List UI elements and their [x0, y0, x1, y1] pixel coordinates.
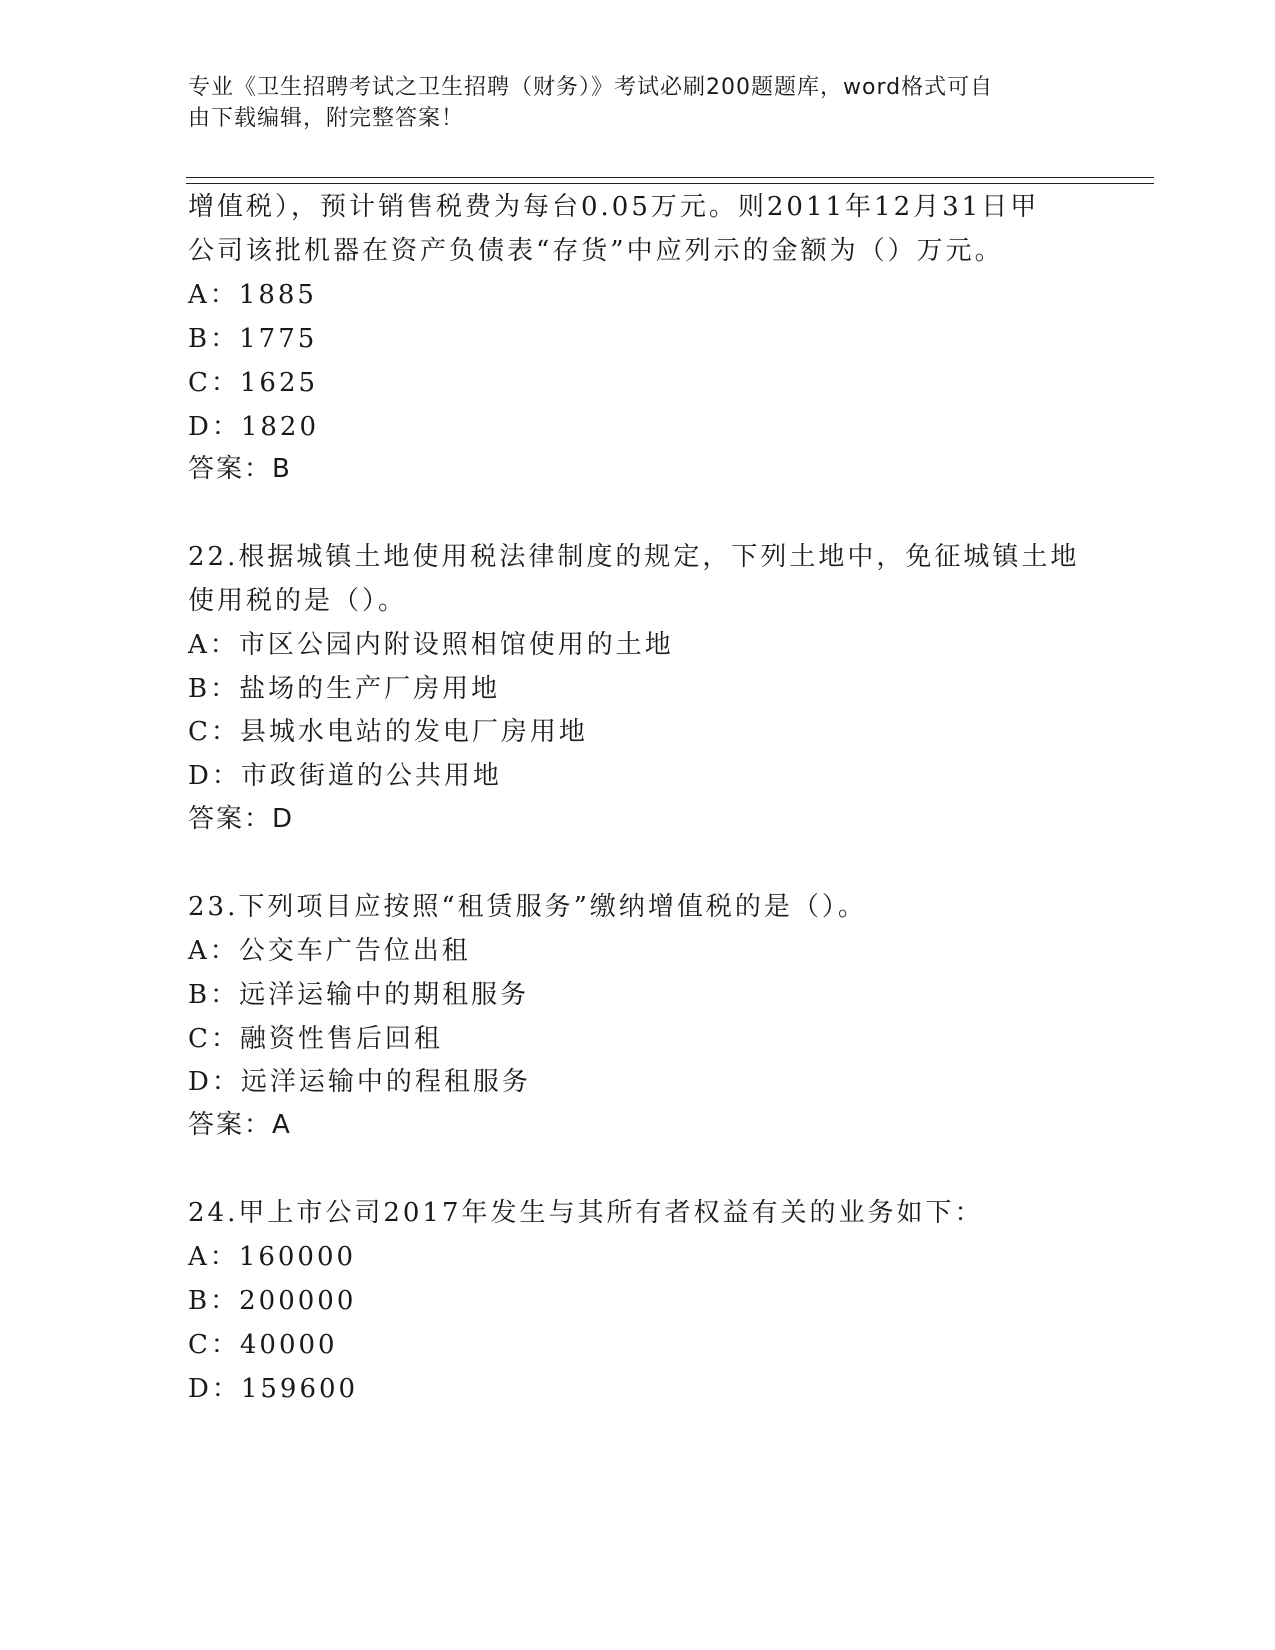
q21-option-a: A：1885 [188, 280, 317, 310]
q24-option-c: C：40000 [188, 1330, 338, 1360]
q21-option-b: B：1775 [188, 324, 318, 354]
header-divider-top [186, 177, 1154, 178]
q23-option-a: A：公交车广告位出租 [188, 936, 471, 966]
q22-stem-line-2: 使用税的是（）。 [188, 586, 408, 616]
q21-answer: 答案：B [188, 454, 292, 484]
q22-option-b: B：盐场的生产厂房用地 [188, 674, 501, 704]
header-line-2: 由下载编辑，附完整答案！ [188, 106, 465, 131]
q22-option-a: A：市区公园内附设照相馆使用的土地 [188, 630, 674, 660]
q24-option-a: A：160000 [188, 1242, 357, 1272]
q24-option-b: B：200000 [188, 1286, 357, 1316]
q24-option-d: D：159600 [188, 1374, 359, 1404]
q22-stem-line-1: 22.根据城镇土地使用税法律制度的规定，下列土地中，免征城镇土地 [188, 542, 1080, 572]
q22-answer: 答案：D [188, 804, 295, 834]
q22-option-d: D：市政街道的公共用地 [188, 761, 502, 791]
q21-stem-line-1: 增值税），预计销售税费为每台0.05万元。则2011年12月31日甲 [188, 192, 1040, 222]
q21-option-c: C：1625 [188, 368, 319, 398]
q23-stem-line-1: 23.下列项目应按照“租赁服务”缴纳增值税的是（）。 [188, 892, 867, 922]
document-header [188, 72, 1068, 134]
q24-stem-line-1: 24.甲上市公司2017年发生与其所有者权益有关的业务如下： [188, 1198, 984, 1228]
header-line-1: 专业《卫生招聘考试之卫生招聘（财务）》考试必刷200题题库，word格式可自 [188, 75, 994, 100]
q22-option-c: C：县城水电站的发电厂房用地 [188, 717, 588, 747]
q23-answer: 答案：A [188, 1110, 292, 1140]
q21-option-d: D：1820 [188, 412, 320, 442]
q23-option-b: B：远洋运输中的期租服务 [188, 980, 530, 1010]
q23-option-d: D：远洋运输中的程租服务 [188, 1067, 531, 1097]
q21-stem-line-2: 公司该批机器在资产负债表“存货”中应列示的金额为（）万元。 [188, 236, 1004, 266]
header-divider-bottom [186, 183, 1154, 184]
q23-option-c: C：融资性售后回租 [188, 1024, 443, 1054]
